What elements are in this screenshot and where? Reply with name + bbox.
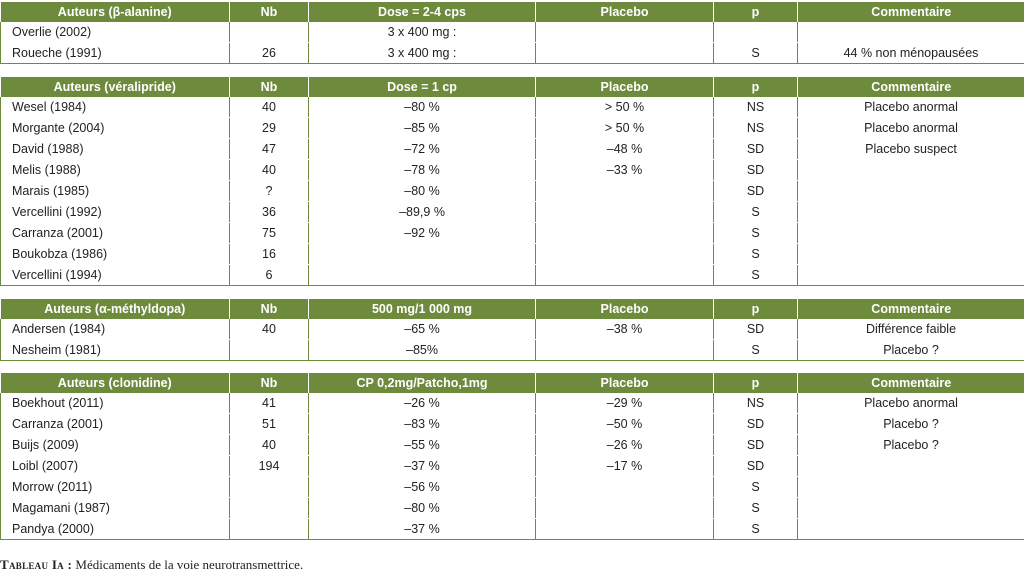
header-author: Auteurs (α-méthyldopa) xyxy=(1,299,230,319)
cell-p: SD xyxy=(714,181,798,202)
cell-nb: 6 xyxy=(230,265,309,286)
data-table xyxy=(0,299,1024,361)
table-veralipride xyxy=(0,77,1024,286)
table-row xyxy=(1,139,1024,160)
cell-placebo: > 50 % xyxy=(536,118,714,139)
cell-p: NS xyxy=(714,393,798,414)
cell-nb: 75 xyxy=(230,223,309,244)
cell-placebo: –26 % xyxy=(536,435,714,456)
header-nb: Nb xyxy=(230,373,309,393)
header-row xyxy=(1,299,1024,319)
cell-dose: –80 % xyxy=(309,498,536,519)
cell-dose: –80 % xyxy=(309,181,536,202)
table-row xyxy=(1,319,1024,340)
cell-comment: Placebo anormal xyxy=(798,97,1024,118)
header-dose: CP 0,2mg/Patcho,1mg xyxy=(309,373,536,393)
header-placebo: Placebo xyxy=(536,299,714,319)
cell-dose: –26 % xyxy=(309,393,536,414)
cell-dose: –37 % xyxy=(309,519,536,540)
cell-comment xyxy=(798,498,1024,519)
cell-p: SD xyxy=(714,160,798,181)
table-row xyxy=(1,498,1024,519)
header-nb: Nb xyxy=(230,299,309,319)
cell-nb: 40 xyxy=(230,435,309,456)
cell-placebo xyxy=(536,477,714,498)
cell-p: SD xyxy=(714,139,798,160)
header-row xyxy=(1,77,1024,97)
cell-p: S xyxy=(714,202,798,223)
cell-dose: –89,9 % xyxy=(309,202,536,223)
cell-nb: 41 xyxy=(230,393,309,414)
header-dose: Dose = 1 cp xyxy=(309,77,536,97)
cell-nb xyxy=(230,22,309,43)
header-p: p xyxy=(714,299,798,319)
cell-comment xyxy=(798,202,1024,223)
header-nb: Nb xyxy=(230,77,309,97)
cell-placebo xyxy=(536,223,714,244)
cell-comment xyxy=(798,160,1024,181)
cell-author: Loibl (2007) xyxy=(1,456,230,477)
cell-comment xyxy=(798,22,1024,43)
cell-placebo: –50 % xyxy=(536,414,714,435)
header-author: Auteurs (véralipride) xyxy=(1,77,230,97)
cell-dose: –85 % xyxy=(309,118,536,139)
cell-comment: Placebo ? xyxy=(798,414,1024,435)
caption-label: Tableau Ia : xyxy=(0,557,72,572)
cell-comment: 44 % non ménopausées xyxy=(798,43,1024,64)
cell-author: Roueche (1991) xyxy=(1,43,230,64)
cell-author: Marais (1985) xyxy=(1,181,230,202)
cell-author: Carranza (2001) xyxy=(1,414,230,435)
cell-author: Pandya (2000) xyxy=(1,519,230,540)
cell-comment: Différence faible xyxy=(798,319,1024,340)
cell-p: S xyxy=(714,244,798,265)
cell-comment: Placebo ? xyxy=(798,435,1024,456)
cell-p: S xyxy=(714,498,798,519)
cell-placebo xyxy=(536,43,714,64)
cell-dose: –65 % xyxy=(309,319,536,340)
cell-comment: Placebo suspect xyxy=(798,139,1024,160)
cell-p: S xyxy=(714,477,798,498)
cell-p xyxy=(714,22,798,43)
cell-author: Nesheim (1981) xyxy=(1,340,230,361)
header-placebo: Placebo xyxy=(536,77,714,97)
cell-author: Morrow (2011) xyxy=(1,477,230,498)
cell-author: Morgante (2004) xyxy=(1,118,230,139)
cell-dose: –56 % xyxy=(309,477,536,498)
cell-nb xyxy=(230,519,309,540)
table-row xyxy=(1,118,1024,139)
cell-placebo xyxy=(536,22,714,43)
table-row xyxy=(1,22,1024,43)
cell-placebo xyxy=(536,265,714,286)
header-comment: Commentaire xyxy=(798,77,1024,97)
cell-p: S xyxy=(714,43,798,64)
cell-comment xyxy=(798,244,1024,265)
header-placebo: Placebo xyxy=(536,373,714,393)
cell-dose: –83 % xyxy=(309,414,536,435)
table-clonidine xyxy=(0,373,1024,540)
table-beta-alanine xyxy=(0,2,1024,64)
cell-nb: 36 xyxy=(230,202,309,223)
cell-comment xyxy=(798,477,1024,498)
table-row xyxy=(1,244,1024,265)
table-caption xyxy=(0,557,303,573)
cell-author: Buijs (2009) xyxy=(1,435,230,456)
header-author: Auteurs (β-alanine) xyxy=(1,2,230,22)
header-p: p xyxy=(714,77,798,97)
cell-p: S xyxy=(714,519,798,540)
cell-placebo: > 50 % xyxy=(536,97,714,118)
cell-comment xyxy=(798,181,1024,202)
header-comment: Commentaire xyxy=(798,2,1024,22)
header-placebo: Placebo xyxy=(536,2,714,22)
cell-placebo xyxy=(536,498,714,519)
cell-nb xyxy=(230,498,309,519)
cell-comment xyxy=(798,519,1024,540)
cell-nb xyxy=(230,477,309,498)
cell-nb: 194 xyxy=(230,456,309,477)
cell-p: S xyxy=(714,265,798,286)
cell-nb: ? xyxy=(230,181,309,202)
table-alpha-methyldopa xyxy=(0,299,1024,361)
table-row xyxy=(1,435,1024,456)
cell-nb: 16 xyxy=(230,244,309,265)
table-row xyxy=(1,265,1024,286)
cell-dose: –37 % xyxy=(309,456,536,477)
cell-p: SD xyxy=(714,319,798,340)
table-row xyxy=(1,223,1024,244)
cell-comment: Placebo anormal xyxy=(798,393,1024,414)
cell-placebo xyxy=(536,340,714,361)
cell-nb: 47 xyxy=(230,139,309,160)
cell-p: S xyxy=(714,223,798,244)
cell-placebo: –38 % xyxy=(536,319,714,340)
header-p: p xyxy=(714,2,798,22)
cell-placebo xyxy=(536,244,714,265)
cell-placebo: –33 % xyxy=(536,160,714,181)
cell-placebo: –17 % xyxy=(536,456,714,477)
cell-p: SD xyxy=(714,435,798,456)
cell-author: Andersen (1984) xyxy=(1,319,230,340)
header-comment: Commentaire xyxy=(798,299,1024,319)
cell-placebo xyxy=(536,519,714,540)
cell-comment xyxy=(798,223,1024,244)
cell-nb: 29 xyxy=(230,118,309,139)
table-row xyxy=(1,202,1024,223)
data-table xyxy=(0,2,1024,64)
cell-dose: –92 % xyxy=(309,223,536,244)
cell-nb xyxy=(230,340,309,361)
cell-nb: 26 xyxy=(230,43,309,64)
cell-nb: 51 xyxy=(230,414,309,435)
cell-author: Wesel (1984) xyxy=(1,97,230,118)
table-row xyxy=(1,393,1024,414)
cell-author: Melis (1988) xyxy=(1,160,230,181)
caption-text: Médicaments de la voie neurotransmettrice. xyxy=(72,557,303,572)
table-row xyxy=(1,414,1024,435)
cell-author: David (1988) xyxy=(1,139,230,160)
header-row xyxy=(1,2,1024,22)
cell-author: Carranza (2001) xyxy=(1,223,230,244)
table-row xyxy=(1,181,1024,202)
table-row xyxy=(1,477,1024,498)
data-table xyxy=(0,373,1024,540)
header-dose: 500 mg/1 000 mg xyxy=(309,299,536,319)
cell-dose xyxy=(309,244,536,265)
cell-author: Vercellini (1992) xyxy=(1,202,230,223)
cell-comment xyxy=(798,456,1024,477)
table-row xyxy=(1,43,1024,64)
table-row xyxy=(1,519,1024,540)
cell-author: Boekhout (2011) xyxy=(1,393,230,414)
cell-placebo: –48 % xyxy=(536,139,714,160)
cell-dose: –80 % xyxy=(309,97,536,118)
cell-nb: 40 xyxy=(230,160,309,181)
table-row xyxy=(1,456,1024,477)
header-author: Auteurs (clonidine) xyxy=(1,373,230,393)
cell-dose: –78 % xyxy=(309,160,536,181)
cell-placebo xyxy=(536,202,714,223)
cell-dose: –85% xyxy=(309,340,536,361)
cell-dose: 3 x 400 mg : xyxy=(309,22,536,43)
data-table xyxy=(0,77,1024,286)
cell-p: NS xyxy=(714,118,798,139)
table-row xyxy=(1,160,1024,181)
cell-p: SD xyxy=(714,414,798,435)
cell-dose xyxy=(309,265,536,286)
cell-dose: 3 x 400 mg : xyxy=(309,43,536,64)
cell-author: Magamani (1987) xyxy=(1,498,230,519)
header-comment: Commentaire xyxy=(798,373,1024,393)
cell-comment: Placebo anormal xyxy=(798,118,1024,139)
cell-placebo: –29 % xyxy=(536,393,714,414)
header-row xyxy=(1,373,1024,393)
header-nb: Nb xyxy=(230,2,309,22)
cell-nb: 40 xyxy=(230,97,309,118)
cell-p: S xyxy=(714,340,798,361)
cell-p: SD xyxy=(714,456,798,477)
cell-comment xyxy=(798,265,1024,286)
cell-nb: 40 xyxy=(230,319,309,340)
cell-author: Vercellini (1994) xyxy=(1,265,230,286)
cell-p: NS xyxy=(714,97,798,118)
cell-comment: Placebo ? xyxy=(798,340,1024,361)
cell-author: Overlie (2002) xyxy=(1,22,230,43)
table-row xyxy=(1,97,1024,118)
header-p: p xyxy=(714,373,798,393)
header-dose: Dose = 2-4 cps xyxy=(309,2,536,22)
cell-dose: –72 % xyxy=(309,139,536,160)
cell-author: Boukobza (1986) xyxy=(1,244,230,265)
cell-dose: –55 % xyxy=(309,435,536,456)
cell-placebo xyxy=(536,181,714,202)
table-row xyxy=(1,340,1024,361)
